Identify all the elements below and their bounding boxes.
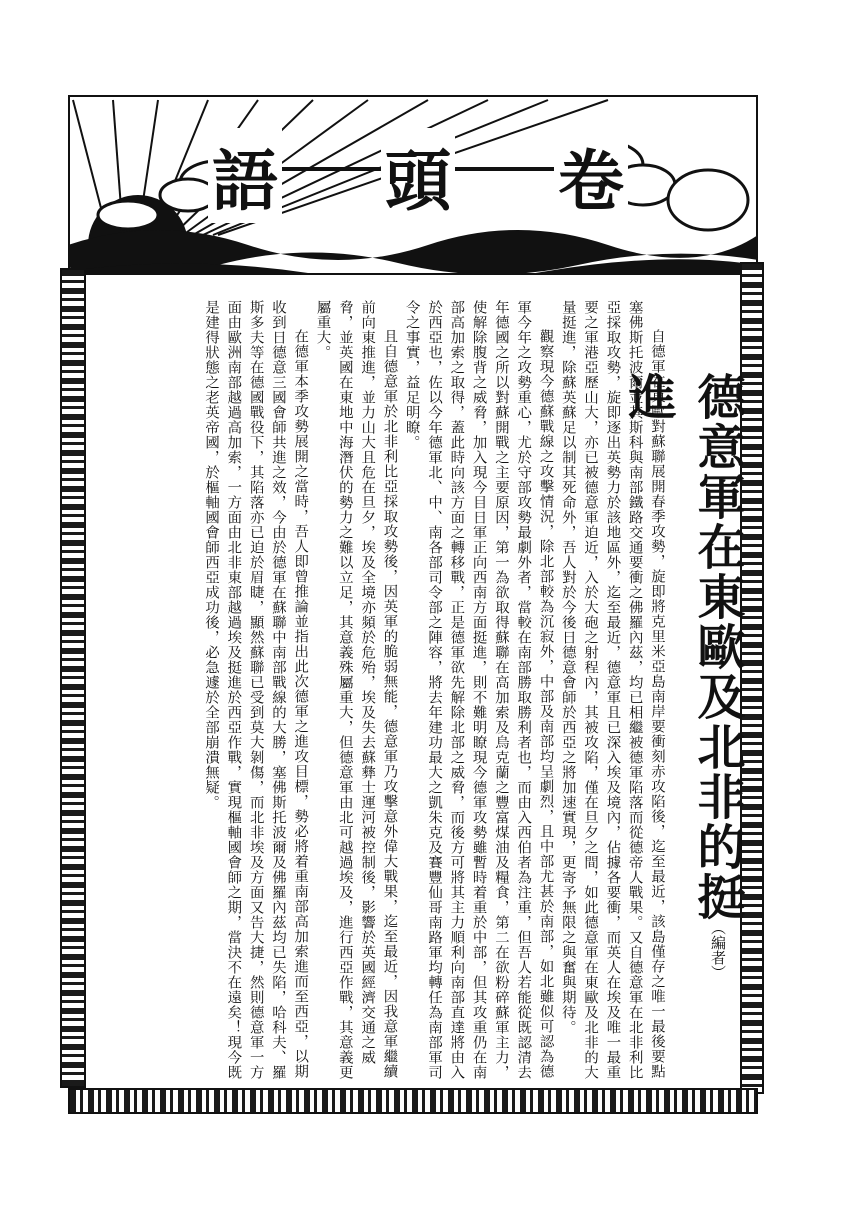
paragraph-4: 在德軍本季攻勢展開之當時，吾人即曾推論並指出此次德軍之進攻目標，勢必將着重南部高加索進而至西亞，以期收到日德意三國會師共進之效，今由於德軍在蘇聯中南部戰線的大勝，塞佛斯托波爾及佛羅內茲均已失陷，哈科夫、羅斯多夫等在德國戰役下，其陷落亦已迫於眉睫，顯然蘇聯已受到莫大剝傷，而北非埃及方面又告大捷，然則德意軍一方面由歐洲南部越過高加索，一方面由北非東部越過埃及挺進於西亞作戰，實現樞軸國會師之期，當決不在遠矣！現今既是建得狀態之老英帝國，於樞軸國會師西亞成功後，必急遽於全部崩潰無疑。	[203, 300, 309, 1080]
left-ornamental-border	[60, 268, 86, 1088]
banner-char-2: 頭	[381, 128, 455, 223]
article-body	[98, 300, 668, 1080]
paragraph-3: 且自德意軍於北非利比亞採取攻勢後，因英軍的脆弱無能，德意軍乃攻擊意外偉大戰果，迄至最近，因我意軍繼續前向東推進，並力山大且危在旦夕，埃及全境亦頻於危殆，埃及失去蘇彝士運河被控制後，影響於英國經濟交通之威脅，並英國在東地中海潛伏的勢力之難以立足，其意義殊屬重大，但德意軍由北可越過埃及，進行西亞作戰，其意義更屬重大。	[314, 300, 398, 1080]
paragraph-1: 自德軍在東歐對蘇聯展開春季攻勢，旋即將克里米亞島南岸要衝刻赤攻陷後，迄至最近，該島僅存之唯一最後要點塞佛斯托波爾並其斯科與南部鐵路交通要衝之佛羅內茲，均已相繼被德軍陷落而從德帝人戰果。又自德意軍在北非利比亞採取攻勢，旋即逐出英勢力於該地區外，迄至最近，德意軍且已深入埃及境內，佔據各要衝，而英人在埃及唯一最重要之軍港亞歷山大，亦已被德意軍迫近，入於大砲之射程內，其被攻陷，僅在旦夕之間，如此德意軍在東歐及北非的大量挺進，除蘇英蘇足以制其死命外，吾人對於今後日德意會師於西亞之將加速實現，更寄予無限之與奮與期待。	[559, 300, 665, 1080]
header-banner	[68, 95, 758, 275]
banner-char-3: 語	[208, 128, 282, 223]
banner-title	[208, 135, 628, 220]
paragraph-2: 觀察現今德蘇戰線之攻擊情況，除北部較為沉寂外，中部及南部均呈劇烈，且中部尤甚於南部，如北雖似可認為德軍今年之攻勢重心，尤於守部攻勢最劇外者，當較在南部勝取勝利者也，而由入西伯者為注重，但吾人若能從既認清去年德國之所以對蘇開戰之主要原因，第一為欲取得蘇聯在高加索及烏克蘭之豐富煤油及糧食，第二在欲粉碎蘇軍主力，使解除腹背之威脅，加入現今目日軍正向西南方面挺進，則不難明瞭現今德軍攻勢雖暫時着重於中部，但其攻重仍在南部高加索之取得，蓋此時向該方面之轉移戰，正是德軍欲先解除北部之威脅，而後方可將其主力順利向南部直達將由入於西亞也，佐以今年德軍北、中、南各部司令部之陣容，將去年建功最大之凱朱克及賽豐仙哥南路軍均轉任為南部軍司令之事實，益足明瞭。	[403, 300, 554, 1080]
banner-char-1: 卷	[554, 128, 628, 223]
article-headline: 德意軍在東歐及北非的挺進	[620, 372, 745, 922]
bottom-ornamental-border	[68, 1088, 758, 1114]
article-byline: （編者）	[709, 920, 727, 980]
